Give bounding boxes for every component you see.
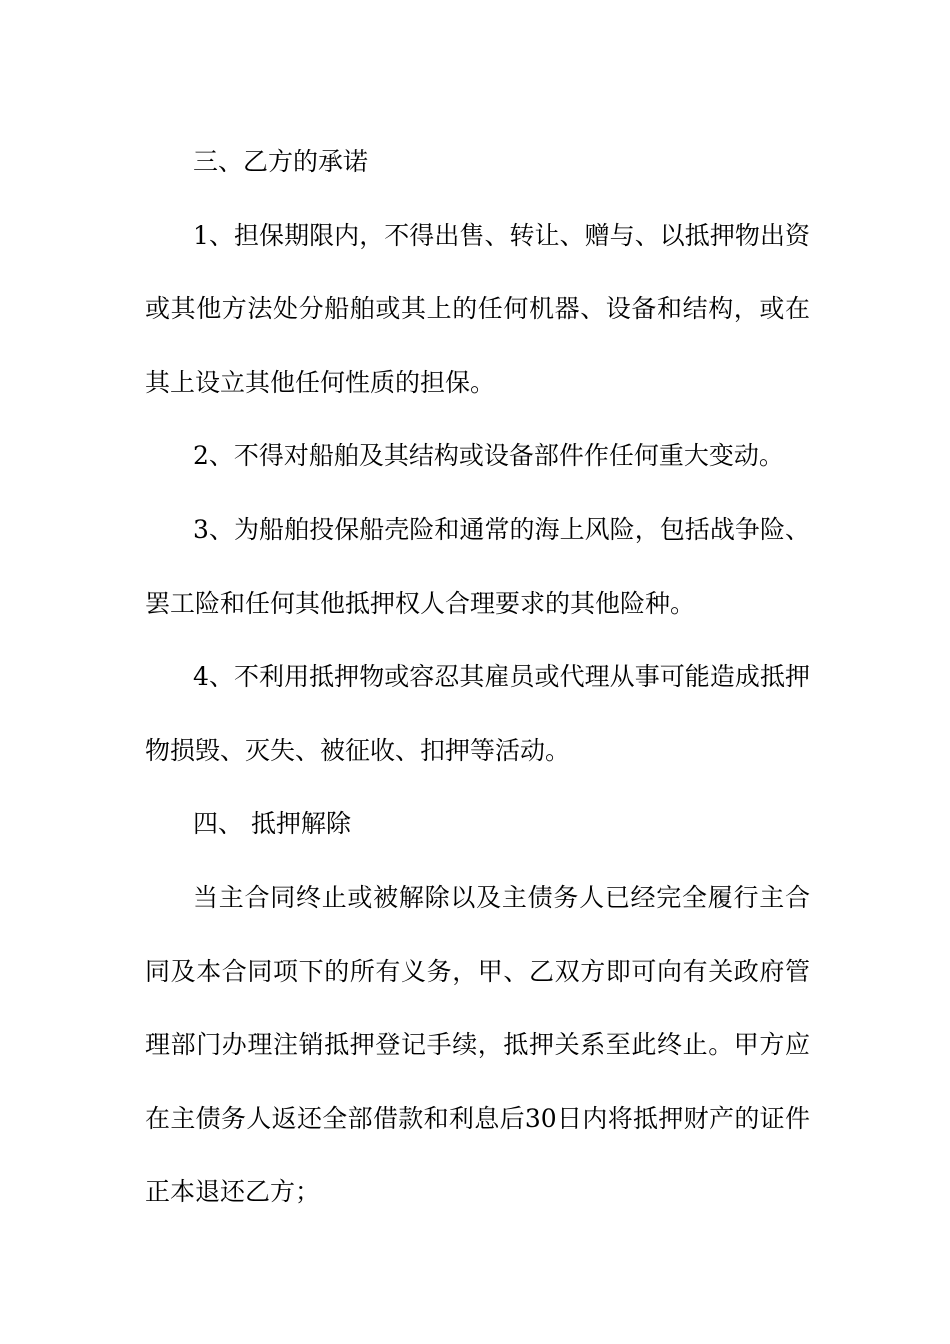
- paragraph-item-2: 2、不得对船舶及其结构或设备部件作任何重大变动。: [193, 441, 784, 471]
- section-heading-3: 三、乙方的承诺: [193, 147, 369, 176]
- paragraph-item-1: 1、担保期限内，不得出售、转让、赠与、以抵押物出资或其他方法处分船舶或其上的任何机器、设备和结构，或在其上设立其他任何性质的担保。: [145, 220, 810, 397]
- document-body: [145, 125, 810, 1229]
- paragraph-release: 当主合同终止或被解除以及主债务人已经完全履行主合同及本合同项下的所有义务，甲、乙双方即可向有关政府管理部门办理注销抵押登记手续，抵押关系至此终止。甲方应在主债务人返还全部借款和利息后30日内将抵押财产的证件正本退还乙方；: [145, 882, 810, 1207]
- paragraph-item-4: 4、不利用抵押物或容忍其雇员或代理从事可能造成抵押物损毁、灭失、被征收、扣押等活动。: [145, 662, 810, 765]
- section-heading-4: 四、 抵押解除: [193, 809, 351, 839]
- paragraph-item-3: 3、为船舶投保船壳险和通常的海上风险，包括战争险、罢工险和任何其他抵押权人合理要求的其他险种。: [145, 514, 810, 618]
